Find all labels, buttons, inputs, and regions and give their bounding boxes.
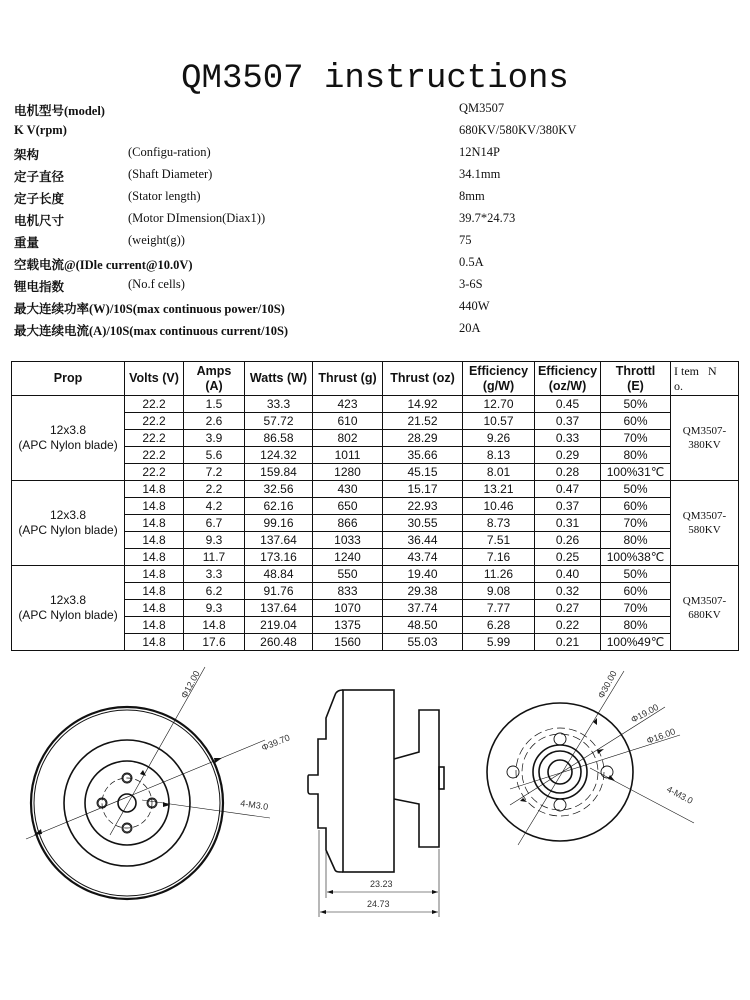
amps-cell: 2.6 bbox=[184, 413, 245, 430]
thrust-g-cell: 1033 bbox=[313, 532, 383, 549]
spec-value: QM3507 bbox=[459, 101, 505, 115]
efficiency-gw-cell: 10.46 bbox=[463, 498, 535, 515]
spec-row bbox=[14, 123, 734, 145]
watts-cell: 48.84 bbox=[245, 566, 313, 583]
spec-value: 20A bbox=[459, 321, 481, 335]
thrust-g-cell: 1070 bbox=[313, 600, 383, 617]
prop-cell: 12x3.8 (APC Nylon blade) bbox=[12, 396, 125, 481]
front-dim-inner: Φ12.00 bbox=[178, 669, 202, 700]
efficiency-gw-cell: 8.13 bbox=[463, 447, 535, 464]
thrust-oz-cell: 29.38 bbox=[383, 583, 463, 600]
watts-cell: 137.64 bbox=[245, 600, 313, 617]
efficiency-ozw-cell: 0.33 bbox=[535, 430, 601, 447]
amps-cell: 5.6 bbox=[184, 447, 245, 464]
header-throttle: Throttl (E) bbox=[601, 362, 671, 396]
thrust-oz-cell: 55.03 bbox=[383, 634, 463, 651]
efficiency-ozw-cell: 0.31 bbox=[535, 515, 601, 532]
side-dim-inner: 23.23 bbox=[370, 879, 393, 889]
efficiency-ozw-cell: 0.27 bbox=[535, 600, 601, 617]
item-number-cell: QM3507- 680KV bbox=[671, 566, 739, 651]
efficiency-ozw-cell: 0.26 bbox=[535, 532, 601, 549]
efficiency-ozw-cell: 0.37 bbox=[535, 413, 601, 430]
efficiency-gw-cell: 8.73 bbox=[463, 515, 535, 532]
thrust-oz-cell: 30.55 bbox=[383, 515, 463, 532]
thrust-oz-cell: 45.15 bbox=[383, 464, 463, 481]
volts-cell: 14.8 bbox=[125, 515, 184, 532]
thrust-g-cell: 1375 bbox=[313, 617, 383, 634]
table-row bbox=[12, 481, 739, 498]
throttle-cell: 100%31℃ bbox=[601, 464, 671, 481]
spec-label: 锂电指数 bbox=[14, 280, 65, 294]
spec-label: 最大连续电流(A)/10S(max continuous current/10S) bbox=[14, 324, 289, 338]
thrust-oz-cell: 37.74 bbox=[383, 600, 463, 617]
volts-cell: 14.8 bbox=[125, 600, 184, 617]
efficiency-ozw-cell: 0.22 bbox=[535, 617, 601, 634]
volts-cell: 14.8 bbox=[125, 549, 184, 566]
thrust-g-cell: 423 bbox=[313, 396, 383, 413]
spec-label-en: (Configu-ration) bbox=[128, 145, 211, 159]
amps-cell: 7.2 bbox=[184, 464, 245, 481]
volts-cell: 14.8 bbox=[125, 498, 184, 515]
side-bell-body bbox=[343, 690, 394, 872]
front-shaft-hole bbox=[118, 794, 136, 812]
watts-cell: 33.3 bbox=[245, 396, 313, 413]
thrust-oz-cell: 15.17 bbox=[383, 481, 463, 498]
header-thrust-oz: Thrust (oz) bbox=[383, 362, 463, 396]
amps-cell: 9.3 bbox=[184, 532, 245, 549]
back-view-drawing bbox=[487, 671, 694, 845]
thrust-oz-cell: 28.29 bbox=[383, 430, 463, 447]
efficiency-ozw-cell: 0.40 bbox=[535, 566, 601, 583]
watts-cell: 260.48 bbox=[245, 634, 313, 651]
spec-label: 定子直径 bbox=[14, 170, 65, 184]
spec-label: 架构 bbox=[14, 148, 40, 162]
efficiency-gw-cell: 5.99 bbox=[463, 634, 535, 651]
spec-value: 34.1mm bbox=[459, 167, 501, 181]
efficiency-gw-cell: 9.08 bbox=[463, 583, 535, 600]
spec-label: 电机型号(model) bbox=[14, 104, 105, 118]
spec-label: 电机尺寸 bbox=[14, 214, 65, 228]
efficiency-gw-cell: 6.28 bbox=[463, 617, 535, 634]
spec-label: 定子长度 bbox=[14, 192, 65, 206]
volts-cell: 14.8 bbox=[125, 566, 184, 583]
watts-cell: 91.76 bbox=[245, 583, 313, 600]
thrust-oz-cell: 19.40 bbox=[383, 566, 463, 583]
spec-label-en: (Stator length) bbox=[128, 189, 201, 203]
header-amps: Amps (A) bbox=[184, 362, 245, 396]
efficiency-ozw-cell: 0.32 bbox=[535, 583, 601, 600]
table-row bbox=[12, 396, 739, 413]
thrust-oz-cell: 21.52 bbox=[383, 413, 463, 430]
header-efficiency-ozw: Efficiency (oz/W) bbox=[535, 362, 601, 396]
header-item-no: I tem N o. bbox=[671, 362, 739, 396]
volts-cell: 22.2 bbox=[125, 413, 184, 430]
throttle-cell: 50% bbox=[601, 396, 671, 413]
efficiency-ozw-cell: 0.21 bbox=[535, 634, 601, 651]
spec-value: 39.7*24.73 bbox=[459, 211, 516, 225]
efficiency-gw-cell: 7.16 bbox=[463, 549, 535, 566]
spec-row bbox=[14, 145, 734, 167]
thrust-g-cell: 650 bbox=[313, 498, 383, 515]
back-dim-mid: Φ19.00 bbox=[629, 701, 661, 725]
prop-cell: 12x3.8 (APC Nylon blade) bbox=[12, 481, 125, 566]
thrust-g-cell: 550 bbox=[313, 566, 383, 583]
page-title: QM3507 instructions bbox=[181, 60, 569, 98]
side-mount-flange bbox=[394, 710, 439, 847]
back-dim-inner: Φ16.00 bbox=[645, 726, 677, 746]
thrust-g-cell: 1240 bbox=[313, 549, 383, 566]
amps-cell: 17.6 bbox=[184, 634, 245, 651]
thrust-g-cell: 866 bbox=[313, 515, 383, 532]
efficiency-gw-cell: 11.26 bbox=[463, 566, 535, 583]
spec-row bbox=[14, 211, 734, 233]
spec-label: 空载电流@(IDle current@10.0V) bbox=[14, 258, 193, 272]
thrust-g-cell: 430 bbox=[313, 481, 383, 498]
thrust-g-cell: 1560 bbox=[313, 634, 383, 651]
watts-cell: 62.16 bbox=[245, 498, 313, 515]
front-view-drawing bbox=[26, 667, 270, 899]
throttle-cell: 70% bbox=[601, 430, 671, 447]
spec-row bbox=[14, 189, 734, 211]
front-bell-ring bbox=[64, 740, 190, 866]
volts-cell: 22.2 bbox=[125, 447, 184, 464]
header-thrust-g: Thrust (g) bbox=[313, 362, 383, 396]
back-bearing-ring bbox=[533, 745, 587, 799]
watts-cell: 86.58 bbox=[245, 430, 313, 447]
watts-cell: 124.32 bbox=[245, 447, 313, 464]
spec-value: 75 bbox=[459, 233, 472, 247]
watts-cell: 137.64 bbox=[245, 532, 313, 549]
header-watts: Watts (W) bbox=[245, 362, 313, 396]
throttle-cell: 50% bbox=[601, 481, 671, 498]
spec-value: 0.5A bbox=[459, 255, 484, 269]
watts-cell: 32.56 bbox=[245, 481, 313, 498]
spec-label: K V(rpm) bbox=[14, 123, 67, 137]
amps-cell: 6.7 bbox=[184, 515, 245, 532]
throttle-cell: 60% bbox=[601, 498, 671, 515]
volts-cell: 22.2 bbox=[125, 396, 184, 413]
efficiency-gw-cell: 12.70 bbox=[463, 396, 535, 413]
back-shaft-hole bbox=[548, 760, 572, 784]
spec-row bbox=[14, 233, 734, 255]
amps-cell: 3.9 bbox=[184, 430, 245, 447]
spec-label-en: (Motor DImension(Diax1)) bbox=[128, 211, 266, 225]
spec-label-en: (weight(g)) bbox=[128, 233, 185, 247]
spec-row bbox=[14, 255, 734, 277]
throttle-cell: 60% bbox=[601, 583, 671, 600]
side-dim-outer: 24.73 bbox=[367, 899, 390, 909]
front-dim-outer: Φ39.70 bbox=[260, 732, 292, 753]
side-shaft-stub bbox=[439, 767, 444, 789]
throttle-cell: 70% bbox=[601, 515, 671, 532]
thrust-oz-cell: 48.50 bbox=[383, 617, 463, 634]
thrust-oz-cell: 22.93 bbox=[383, 498, 463, 515]
item-number-cell: QM3507- 580KV bbox=[671, 481, 739, 566]
thrust-oz-cell: 35.66 bbox=[383, 447, 463, 464]
spec-row bbox=[14, 277, 734, 299]
volts-cell: 14.8 bbox=[125, 617, 184, 634]
header-efficiency-gw: Efficiency (g/W) bbox=[463, 362, 535, 396]
efficiency-gw-cell: 9.26 bbox=[463, 430, 535, 447]
spec-label-en: (Shaft Diameter) bbox=[128, 167, 213, 181]
spec-label: 最大连续功率(W)/10S(max continuous power/10S) bbox=[14, 302, 285, 316]
spec-row bbox=[14, 321, 734, 343]
watts-cell: 57.72 bbox=[245, 413, 313, 430]
back-outer-rim bbox=[487, 703, 633, 841]
header-volts: Volts (V) bbox=[125, 362, 184, 396]
throttle-cell: 70% bbox=[601, 600, 671, 617]
motor-drawings bbox=[0, 655, 750, 1000]
back-dim-outer: Φ30.00 bbox=[595, 669, 619, 700]
thrust-g-cell: 1280 bbox=[313, 464, 383, 481]
header-prop: Prop bbox=[12, 362, 125, 396]
efficiency-gw-cell: 10.57 bbox=[463, 413, 535, 430]
watts-cell: 99.16 bbox=[245, 515, 313, 532]
efficiency-gw-cell: 7.51 bbox=[463, 532, 535, 549]
spec-row bbox=[14, 299, 734, 321]
efficiency-ozw-cell: 0.37 bbox=[535, 498, 601, 515]
volts-cell: 22.2 bbox=[125, 464, 184, 481]
spec-value: 12N14P bbox=[459, 145, 500, 159]
throttle-cell: 80% bbox=[601, 617, 671, 634]
thrust-oz-cell: 14.92 bbox=[383, 396, 463, 413]
volts-cell: 14.8 bbox=[125, 583, 184, 600]
front-bolt-holes bbox=[97, 773, 157, 833]
spec-value: 3-6S bbox=[459, 277, 483, 291]
amps-cell: 3.3 bbox=[184, 566, 245, 583]
spec-value: 8mm bbox=[459, 189, 485, 203]
efficiency-ozw-cell: 0.45 bbox=[535, 396, 601, 413]
volts-cell: 14.8 bbox=[125, 634, 184, 651]
thrust-g-cell: 1011 bbox=[313, 447, 383, 464]
amps-cell: 6.2 bbox=[184, 583, 245, 600]
prop-cell: 12x3.8 (APC Nylon blade) bbox=[12, 566, 125, 651]
thrust-g-cell: 610 bbox=[313, 413, 383, 430]
item-number-cell: QM3507- 380KV bbox=[671, 396, 739, 481]
amps-cell: 11.7 bbox=[184, 549, 245, 566]
thrust-g-cell: 802 bbox=[313, 430, 383, 447]
efficiency-gw-cell: 8.01 bbox=[463, 464, 535, 481]
volts-cell: 14.8 bbox=[125, 481, 184, 498]
watts-cell: 173.16 bbox=[245, 549, 313, 566]
throttle-cell: 100%49℃ bbox=[601, 634, 671, 651]
efficiency-ozw-cell: 0.25 bbox=[535, 549, 601, 566]
thrust-g-cell: 833 bbox=[313, 583, 383, 600]
amps-cell: 2.2 bbox=[184, 481, 245, 498]
volts-cell: 14.8 bbox=[125, 532, 184, 549]
watts-cell: 159.84 bbox=[245, 464, 313, 481]
back-thread-label: 4-M3.0 bbox=[665, 783, 695, 806]
spec-label: 重量 bbox=[14, 236, 40, 250]
performance-table bbox=[11, 361, 739, 651]
table-row bbox=[12, 566, 739, 583]
amps-cell: 14.8 bbox=[184, 617, 245, 634]
efficiency-ozw-cell: 0.47 bbox=[535, 481, 601, 498]
thrust-oz-cell: 36.44 bbox=[383, 532, 463, 549]
watts-cell: 219.04 bbox=[245, 617, 313, 634]
table-header-row bbox=[12, 362, 739, 396]
amps-cell: 1.5 bbox=[184, 396, 245, 413]
spec-value: 680KV/580KV/380KV bbox=[459, 123, 577, 137]
throttle-cell: 50% bbox=[601, 566, 671, 583]
efficiency-gw-cell: 13.21 bbox=[463, 481, 535, 498]
efficiency-ozw-cell: 0.28 bbox=[535, 464, 601, 481]
amps-cell: 9.3 bbox=[184, 600, 245, 617]
amps-cell: 4.2 bbox=[184, 498, 245, 515]
efficiency-gw-cell: 7.77 bbox=[463, 600, 535, 617]
throttle-cell: 80% bbox=[601, 532, 671, 549]
spec-label-en: (No.f cells) bbox=[128, 277, 185, 291]
throttle-cell: 80% bbox=[601, 447, 671, 464]
thrust-oz-cell: 43.74 bbox=[383, 549, 463, 566]
front-outer-rim bbox=[31, 707, 223, 899]
front-thread-label: 4-M3.0 bbox=[239, 798, 269, 812]
volts-cell: 22.2 bbox=[125, 430, 184, 447]
side-view-drawing bbox=[308, 690, 444, 872]
spec-row bbox=[14, 167, 734, 189]
efficiency-ozw-cell: 0.29 bbox=[535, 447, 601, 464]
throttle-cell: 100%38℃ bbox=[601, 549, 671, 566]
spec-row bbox=[14, 101, 734, 123]
spec-value: 440W bbox=[459, 299, 490, 313]
throttle-cell: 60% bbox=[601, 413, 671, 430]
